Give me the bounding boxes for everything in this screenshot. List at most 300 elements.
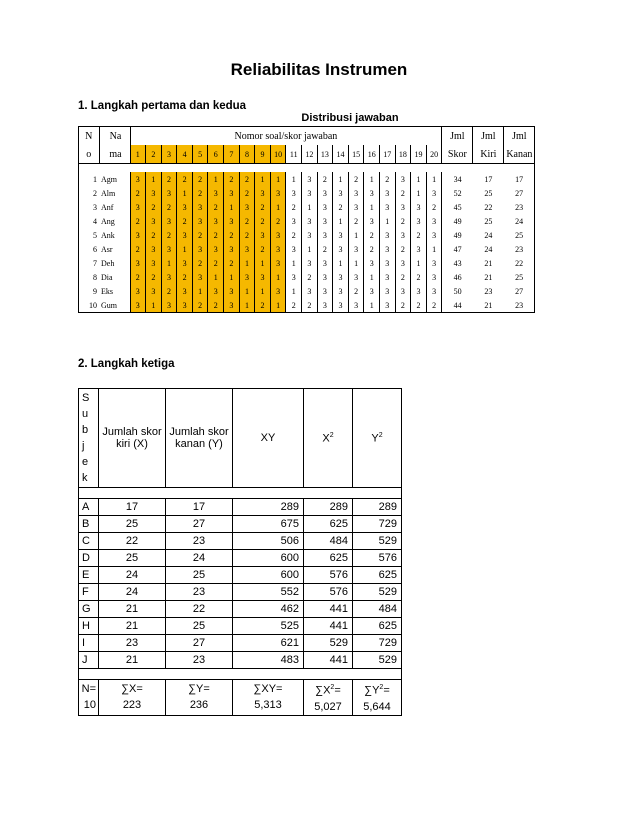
score-q8: 1 — [239, 298, 255, 313]
score-q8: 1 — [239, 256, 255, 270]
score-q5: 3 — [192, 200, 208, 214]
score-q1: 3 — [130, 200, 146, 214]
score-q17: 3 — [380, 284, 396, 298]
x-squared-value: 625 — [304, 550, 353, 567]
question-number-13: 13 — [317, 145, 333, 164]
question-number-5: 5 — [192, 145, 208, 164]
xy-value: 621 — [233, 635, 304, 652]
score-q10: 1 — [270, 200, 286, 214]
xy-value: 462 — [233, 601, 304, 618]
xy-value: 600 — [233, 550, 304, 567]
y-value: 27 — [166, 516, 233, 533]
right-score: 27 — [504, 186, 535, 200]
score-q20: 3 — [426, 214, 442, 228]
score-q6: 2 — [208, 256, 224, 270]
total-score: 45 — [442, 200, 473, 214]
table-row — [79, 516, 402, 533]
subject-label: G — [79, 601, 99, 618]
score-q11: 3 — [286, 186, 302, 200]
score-q12: 3 — [302, 214, 318, 228]
score-q16: 1 — [364, 270, 380, 284]
y-squared-value: 729 — [353, 635, 402, 652]
score-q7: 3 — [224, 298, 240, 313]
score-q5: 2 — [192, 256, 208, 270]
question-number-14: 14 — [333, 145, 349, 164]
score-q4: 3 — [177, 228, 193, 242]
score-q19: 1 — [411, 186, 427, 200]
distribution-title: Distribusi jawaban — [301, 112, 399, 124]
score-q9: 2 — [255, 298, 271, 313]
right-score: 17 — [504, 172, 535, 186]
score-q12: 3 — [302, 228, 318, 242]
score-q12: 3 — [302, 186, 318, 200]
score-q9: 2 — [255, 242, 271, 256]
x-squared-value: 625 — [304, 516, 353, 533]
score-q7: 3 — [224, 242, 240, 256]
y-value: 17 — [166, 499, 233, 516]
score-q17: 3 — [380, 298, 396, 313]
right-score: 23 — [504, 242, 535, 256]
score-q10: 3 — [270, 242, 286, 256]
step1-heading: 1. Langkah pertama dan kedua — [78, 100, 247, 112]
left-score: 25 — [484, 216, 493, 226]
score-q5: 2 — [192, 228, 208, 242]
score-q2: 3 — [146, 186, 162, 200]
score-q6: 1 — [208, 270, 224, 284]
table-row — [79, 214, 535, 228]
score-q17: 3 — [380, 270, 396, 284]
score-q19: 3 — [411, 214, 427, 228]
table-row — [79, 533, 402, 550]
right-score: 25 — [504, 270, 535, 284]
score-q15: 1 — [348, 256, 364, 270]
header-kiri-2: Kiri — [473, 145, 504, 164]
x-squared-value: 529 — [304, 635, 353, 652]
score-q2: 2 — [146, 200, 162, 214]
score-q17: 1 — [380, 214, 396, 228]
score-q10: 1 — [270, 270, 286, 284]
score-distribution-table — [78, 126, 535, 313]
y-squared-value: 529 — [353, 533, 402, 550]
y-squared-value: 529 — [353, 652, 402, 669]
score-q3: 3 — [161, 242, 177, 256]
question-number-3: 3 — [161, 145, 177, 164]
score-q1: 2 — [130, 214, 146, 228]
score-q12: 3 — [302, 256, 318, 270]
score-q16: 3 — [364, 186, 380, 200]
score-q19: 3 — [411, 242, 427, 256]
x-value: 25 — [99, 550, 166, 567]
score-q15: 2 — [348, 284, 364, 298]
table-row — [79, 200, 535, 214]
score-q20: 3 — [426, 270, 442, 284]
subject-label: F — [79, 584, 99, 601]
sum-y-squared: $\sum Y^2=$ 5,644 — [353, 680, 402, 716]
score-q14: 3 — [333, 284, 349, 298]
score-q5: 3 — [192, 242, 208, 256]
y-value: 22 — [166, 601, 233, 618]
y-value: 27 — [166, 635, 233, 652]
left-score: 24 — [484, 244, 493, 254]
score-q16: 1 — [364, 172, 380, 186]
score-q15: 3 — [348, 298, 364, 313]
score-q3: 1 — [161, 256, 177, 270]
score-q10: 3 — [270, 256, 286, 270]
score-q11: 1 — [286, 284, 302, 298]
score-q6: 3 — [208, 284, 224, 298]
question-number-8: 8 — [239, 145, 255, 164]
score-q14: 3 — [333, 228, 349, 242]
score-q16: 3 — [364, 284, 380, 298]
header-jumlah-kiri: Jumlah skor kiri (X) — [99, 389, 166, 488]
score-q18: 3 — [395, 256, 411, 270]
x-squared-value: 484 — [304, 533, 353, 550]
student-name: Ank — [101, 230, 115, 240]
score-q9: 3 — [255, 186, 271, 200]
score-q3: 3 — [161, 270, 177, 284]
score-q13: 3 — [317, 186, 333, 200]
score-q20: 3 — [426, 256, 442, 270]
score-q8: 3 — [239, 242, 255, 256]
left-score: 17 — [484, 174, 493, 184]
score-q20: 2 — [426, 298, 442, 313]
left-score: 22 — [484, 202, 493, 212]
score-q2: 3 — [146, 284, 162, 298]
score-q20: 1 — [426, 242, 442, 256]
score-q11: 3 — [286, 242, 302, 256]
sum-xy: ∑XY= 5,313 — [233, 680, 304, 716]
score-q14: 1 — [333, 256, 349, 270]
score-q8: 1 — [239, 284, 255, 298]
score-q2: 3 — [146, 256, 162, 270]
row-number: 4 — [79, 214, 100, 228]
score-q10: 1 — [270, 172, 286, 186]
row-number: 10 — [79, 298, 100, 313]
score-q5: 1 — [192, 284, 208, 298]
subject-label: D — [79, 550, 99, 567]
table-row — [79, 550, 402, 567]
x-squared-value: 441 — [304, 601, 353, 618]
x-squared-value: 576 — [304, 567, 353, 584]
header-jml-kanan: Jml — [504, 127, 535, 146]
header-jml-skor: Jml — [442, 127, 473, 146]
score-q2: 3 — [146, 214, 162, 228]
score-q15: 3 — [348, 242, 364, 256]
header-no: N — [79, 127, 100, 146]
score-q6: 3 — [208, 214, 224, 228]
x-squared-value: 441 — [304, 652, 353, 669]
x-squared-value: 576 — [304, 584, 353, 601]
score-q18: 3 — [395, 284, 411, 298]
score-q16: 2 — [364, 228, 380, 242]
left-score: 21 — [484, 258, 493, 268]
total-score: 49 — [442, 214, 473, 228]
score-q16: 3 — [364, 256, 380, 270]
header-nama-2: ma — [99, 145, 130, 164]
score-q1: 3 — [130, 298, 146, 313]
score-q16: 2 — [364, 242, 380, 256]
right-score: 23 — [504, 298, 535, 313]
y-squared-value: 289 — [353, 499, 402, 516]
score-q18: 2 — [395, 298, 411, 313]
table-row — [79, 567, 402, 584]
score-q19: 1 — [411, 256, 427, 270]
score-q3: 2 — [161, 172, 177, 186]
score-q8: 3 — [239, 200, 255, 214]
score-q13: 3 — [317, 228, 333, 242]
score-q7: 2 — [224, 172, 240, 186]
header-no-2: o — [79, 145, 100, 164]
right-score: 22 — [504, 256, 535, 270]
score-q4: 2 — [177, 270, 193, 284]
score-q11: 3 — [286, 214, 302, 228]
left-score: 21 — [473, 298, 504, 313]
score-q1: 2 — [130, 186, 146, 200]
subject-label: I — [79, 635, 99, 652]
right-score: 23 — [504, 200, 535, 214]
score-q7: 1 — [224, 200, 240, 214]
score-q7: 3 — [224, 186, 240, 200]
row-number: 7 — [79, 256, 100, 270]
score-q5: 3 — [192, 270, 208, 284]
total-score: 46 — [442, 270, 473, 284]
score-q1: 3 — [130, 284, 146, 298]
score-q4: 3 — [177, 298, 193, 313]
score-q15: 2 — [348, 214, 364, 228]
header-question-numbers-label: Nomor soal/skor jawaban — [130, 127, 442, 146]
score-q2: 1 — [146, 172, 162, 186]
row-number: 6 — [79, 242, 100, 256]
subject-label: H — [79, 618, 99, 635]
header-jumlah-kanan: Jumlah skor kanan (Y) — [166, 389, 233, 488]
xy-value: 506 — [233, 533, 304, 550]
score-q12: 3 — [302, 172, 318, 186]
score-q12: 1 — [302, 242, 318, 256]
table-row — [79, 172, 535, 186]
score-q8: 3 — [239, 270, 255, 284]
score-q4: 1 — [177, 242, 193, 256]
score-q5: 3 — [192, 214, 208, 228]
score-q5: 2 — [192, 172, 208, 186]
row-number: 1 — [79, 172, 100, 186]
score-q6: 3 — [208, 242, 224, 256]
score-q3: 2 — [161, 284, 177, 298]
left-score: 23 — [484, 286, 493, 296]
score-q19: 3 — [411, 200, 427, 214]
right-score: 25 — [504, 228, 535, 242]
score-q2: 3 — [146, 242, 162, 256]
score-q10: 3 — [270, 284, 286, 298]
table-row — [79, 635, 402, 652]
subject-label: E — [79, 567, 99, 584]
score-q9: 1 — [255, 172, 271, 186]
score-q1: 3 — [130, 256, 146, 270]
left-score: 21 — [484, 272, 493, 282]
right-score: 24 — [504, 214, 535, 228]
subject-label: J — [79, 652, 99, 669]
table-row — [79, 256, 535, 270]
header-kanan-2: Kanan — [504, 145, 535, 164]
score-q13: 3 — [317, 214, 333, 228]
score-q6: 2 — [208, 298, 224, 313]
question-number-20: 20 — [426, 145, 442, 164]
y-squared-value: 625 — [353, 567, 402, 584]
score-q8: 2 — [239, 214, 255, 228]
y-value: 23 — [166, 652, 233, 669]
score-q11: 2 — [286, 298, 302, 313]
table-row — [79, 601, 402, 618]
score-q1: 2 — [130, 242, 146, 256]
score-q8: 2 — [239, 228, 255, 242]
total-score: 50 — [442, 284, 473, 298]
score-q3: 2 — [161, 228, 177, 242]
score-q19: 3 — [411, 284, 427, 298]
score-q6: 2 — [208, 200, 224, 214]
row-number: 2 — [79, 186, 100, 200]
score-q12: 1 — [302, 200, 318, 214]
total-score: 49 — [442, 228, 473, 242]
x-value: 21 — [99, 601, 166, 618]
y-value: 23 — [166, 533, 233, 550]
score-q6: 2 — [208, 228, 224, 242]
y-squared-value: 484 — [353, 601, 402, 618]
question-number-11: 11 — [286, 145, 302, 164]
score-q14: 2 — [333, 200, 349, 214]
left-score: 24 — [484, 230, 493, 240]
score-q16: 1 — [364, 200, 380, 214]
table-row — [79, 242, 535, 256]
question-number-2: 2 — [146, 145, 162, 164]
student-name: Asr — [101, 244, 113, 254]
question-number-9: 9 — [255, 145, 271, 164]
sum-x-squared: $\sum X^2=$ 5,027 — [304, 680, 353, 716]
table-row — [79, 270, 535, 284]
score-q11: 3 — [286, 270, 302, 284]
score-q1: 2 — [130, 270, 146, 284]
score-q11: 2 — [286, 228, 302, 242]
student-name: Eks — [101, 286, 113, 296]
subject-label: B — [79, 516, 99, 533]
y-value: 25 — [166, 567, 233, 584]
y-value: 25 — [166, 618, 233, 635]
x-value: 21 — [99, 652, 166, 669]
score-q8: 2 — [239, 172, 255, 186]
total-score: 44 — [442, 298, 473, 313]
score-q7: 2 — [224, 228, 240, 242]
table-row — [79, 584, 402, 601]
question-number-12: 12 — [302, 145, 318, 164]
subject-label: C — [79, 533, 99, 550]
row-number: 3 — [79, 200, 100, 214]
row-number: 8 — [79, 270, 100, 284]
header-x-squared: $X^2$ — [304, 389, 353, 488]
x-value: 22 — [99, 533, 166, 550]
score-q9: 3 — [255, 270, 271, 284]
student-name: Dia — [101, 272, 113, 282]
score-q7: 3 — [224, 284, 240, 298]
n-total: N= 10 — [79, 680, 99, 716]
score-q18: 2 — [395, 242, 411, 256]
question-number-16: 16 — [364, 145, 380, 164]
table-row — [79, 186, 535, 200]
score-q4: 3 — [177, 200, 193, 214]
score-q18: 3 — [395, 228, 411, 242]
score-q13: 2 — [317, 172, 333, 186]
y-squared-value: 625 — [353, 618, 402, 635]
x-value: 21 — [99, 618, 166, 635]
total-score: 52 — [442, 186, 473, 200]
score-q4: 3 — [177, 284, 193, 298]
table-row — [79, 284, 535, 298]
step2-heading: 2. Langkah ketiga — [78, 358, 175, 370]
student-name: Anf — [101, 202, 114, 212]
question-number-6: 6 — [208, 145, 224, 164]
x-squared-value: 289 — [304, 499, 353, 516]
score-q19: 2 — [411, 298, 427, 313]
score-q20: 2 — [426, 200, 442, 214]
score-q18: 2 — [395, 214, 411, 228]
score-q4: 1 — [177, 186, 193, 200]
score-q11: 1 — [286, 256, 302, 270]
score-q7: 2 — [224, 256, 240, 270]
calculation-table — [78, 388, 402, 716]
row-number: 9 — [79, 284, 100, 298]
score-q14: 3 — [333, 298, 349, 313]
score-q4: 2 — [177, 172, 193, 186]
student-name: Gum — [99, 298, 130, 313]
score-q17: 2 — [380, 172, 396, 186]
question-number-18: 18 — [395, 145, 411, 164]
score-q11: 1 — [286, 172, 302, 186]
score-q10: 3 — [270, 186, 286, 200]
table-row — [79, 228, 535, 242]
xy-value: 525 — [233, 618, 304, 635]
score-q7: 1 — [224, 270, 240, 284]
y-squared-value: 729 — [353, 516, 402, 533]
question-number-19: 19 — [411, 145, 427, 164]
right-score: 27 — [504, 284, 535, 298]
score-q17: 3 — [380, 200, 396, 214]
score-q13: 2 — [317, 242, 333, 256]
y-value: 24 — [166, 550, 233, 567]
score-q13: 3 — [317, 200, 333, 214]
score-q15: 3 — [348, 200, 364, 214]
header-skor-2: Skor — [442, 145, 473, 164]
score-q17: 3 — [380, 186, 396, 200]
x-value: 23 — [99, 635, 166, 652]
x-value: 24 — [99, 567, 166, 584]
xy-value: 675 — [233, 516, 304, 533]
score-q9: 3 — [255, 228, 271, 242]
score-q9: 2 — [255, 214, 271, 228]
table-row — [79, 499, 402, 516]
score-q5: 2 — [192, 298, 208, 313]
score-q16: 1 — [364, 298, 380, 313]
score-q2: 2 — [146, 228, 162, 242]
header-jml-kiri: Jml — [473, 127, 504, 146]
xy-value: 600 — [233, 567, 304, 584]
y-squared-value: 529 — [353, 584, 402, 601]
xy-value: 289 — [233, 499, 304, 516]
table-row — [79, 618, 402, 635]
score-q13: 3 — [317, 298, 333, 313]
score-q12: 2 — [302, 298, 318, 313]
table-row — [79, 652, 402, 669]
score-q17: 3 — [380, 256, 396, 270]
xy-value: 552 — [233, 584, 304, 601]
score-q18: 2 — [395, 186, 411, 200]
score-q20: 1 — [426, 172, 442, 186]
